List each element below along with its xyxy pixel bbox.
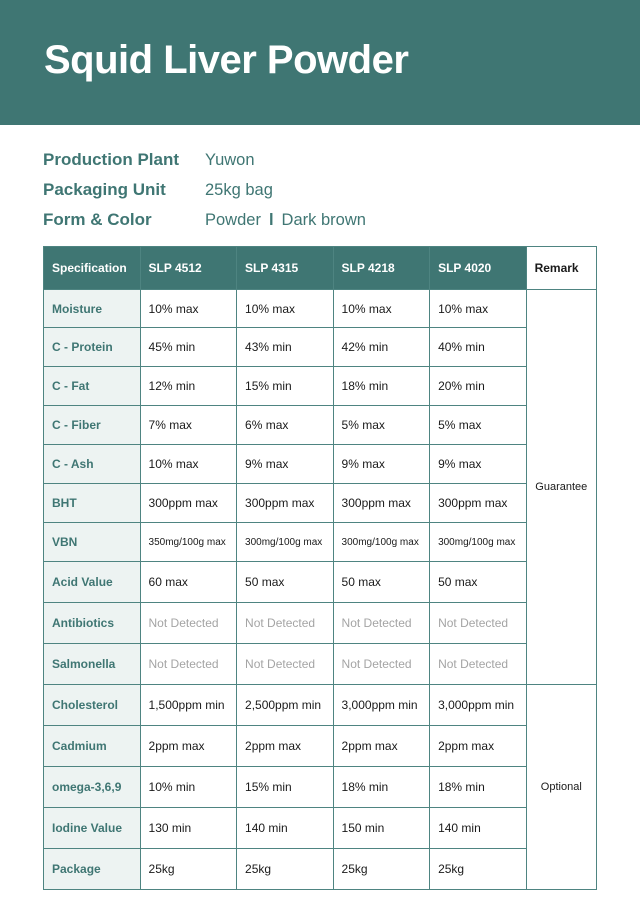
table-cell: 300ppm max <box>237 484 334 523</box>
table-cell: 18% min <box>430 767 527 808</box>
page-header <box>0 0 640 125</box>
table-header-row <box>44 247 597 290</box>
table-row <box>44 726 597 767</box>
table-cell: 15% min <box>237 767 334 808</box>
table-cell: 350mg/100g max <box>140 523 237 562</box>
table-row <box>44 406 597 445</box>
table-row <box>44 367 597 406</box>
table-cell: 18% min <box>333 367 430 406</box>
specification-table <box>43 246 597 890</box>
row-header: Cholesterol <box>44 685 141 726</box>
info-label: Packaging Unit <box>43 180 166 199</box>
table-cell: 15% min <box>237 367 334 406</box>
table-cell: 3,000ppm min <box>333 685 430 726</box>
table-cell: Not Detected <box>430 603 527 644</box>
table-row <box>44 484 597 523</box>
row-header: BHT <box>44 484 141 523</box>
table-cell: 300mg/100g max <box>237 523 334 562</box>
table-cell: 2ppm max <box>237 726 334 767</box>
table-cell: 130 min <box>140 808 237 849</box>
table-cell: 3,000ppm min <box>430 685 527 726</box>
table-row <box>44 562 597 603</box>
table-cell: 25kg <box>333 849 430 890</box>
table-row <box>44 603 597 644</box>
table-cell: 10% max <box>140 290 237 328</box>
table-cell: 10% min <box>140 767 237 808</box>
table-cell: Not Detected <box>140 644 237 685</box>
table-cell: 5% max <box>430 406 527 445</box>
column-header: Specification <box>44 247 141 290</box>
row-header: C - Fat <box>44 367 141 406</box>
table-cell: 45% min <box>140 328 237 367</box>
table-cell: 300mg/100g max <box>430 523 527 562</box>
table-cell: 12% min <box>140 367 237 406</box>
table-cell: 50 max <box>333 562 430 603</box>
column-header: SLP 4512 <box>140 247 237 290</box>
table-row <box>44 808 597 849</box>
table-body <box>44 290 597 890</box>
table-cell: 9% max <box>333 445 430 484</box>
row-header: C - Protein <box>44 328 141 367</box>
table-cell: 140 min <box>430 808 527 849</box>
table-cell: 42% min <box>333 328 430 367</box>
table-cell: Not Detected <box>237 644 334 685</box>
table-cell: 140 min <box>237 808 334 849</box>
table-cell: Not Detected <box>237 603 334 644</box>
column-header: SLP 4218 <box>333 247 430 290</box>
row-header: Iodine Value <box>44 808 141 849</box>
table-cell: Not Detected <box>333 603 430 644</box>
table-cell: 300ppm max <box>430 484 527 523</box>
table-row <box>44 523 597 562</box>
table-cell: 50 max <box>237 562 334 603</box>
column-header: SLP 4315 <box>237 247 334 290</box>
table-row <box>44 685 597 726</box>
table-cell: 40% min <box>430 328 527 367</box>
table-cell: 25kg <box>237 849 334 890</box>
table-cell: 10% max <box>430 290 527 328</box>
separator: l <box>268 210 274 229</box>
remark-guarantee: Guarantee <box>526 290 596 685</box>
row-header: Antibiotics <box>44 603 141 644</box>
table-cell: 10% max <box>237 290 334 328</box>
table-cell: 25kg <box>140 849 237 890</box>
remark-optional: Optional <box>526 685 596 890</box>
table-cell: Not Detected <box>140 603 237 644</box>
table-row <box>44 767 597 808</box>
table-cell: 60 max <box>140 562 237 603</box>
info-value: 25kg bag <box>205 180 273 199</box>
table-cell: 20% min <box>430 367 527 406</box>
row-header: Package <box>44 849 141 890</box>
page-title: Squid Liver Powder <box>44 38 409 82</box>
table-row <box>44 445 597 484</box>
table-cell: 300ppm max <box>333 484 430 523</box>
info-value <box>205 211 366 230</box>
info-label: Form & Color <box>43 210 152 229</box>
table-cell: 2ppm max <box>140 726 237 767</box>
row-header: Acid Value <box>44 562 141 603</box>
table-row <box>44 290 597 328</box>
table-cell: Not Detected <box>430 644 527 685</box>
row-header: Cadmium <box>44 726 141 767</box>
table-cell: 7% max <box>140 406 237 445</box>
table-cell: 10% max <box>140 445 237 484</box>
row-header: C - Fiber <box>44 406 141 445</box>
table-row <box>44 849 597 890</box>
table-cell: 300mg/100g max <box>333 523 430 562</box>
info-row-packaging-unit <box>43 175 366 205</box>
table-cell: 300ppm max <box>140 484 237 523</box>
table-cell: 9% max <box>237 445 334 484</box>
table-cell: 2,500ppm min <box>237 685 334 726</box>
color-value: Dark brown <box>281 210 366 229</box>
table-cell: 1,500ppm min <box>140 685 237 726</box>
table-cell: 43% min <box>237 328 334 367</box>
table-cell: 2ppm max <box>430 726 527 767</box>
table-cell: Not Detected <box>333 644 430 685</box>
table-row <box>44 644 597 685</box>
table-cell: 9% max <box>430 445 527 484</box>
table-cell: 6% max <box>237 406 334 445</box>
info-row-form-color <box>43 205 366 235</box>
column-header-remark: Remark <box>526 247 596 290</box>
row-header: VBN <box>44 523 141 562</box>
info-value: Yuwon <box>205 150 255 169</box>
row-header: C - Ash <box>44 445 141 484</box>
table-cell: 5% max <box>333 406 430 445</box>
table-cell: 10% max <box>333 290 430 328</box>
table-row <box>44 328 597 367</box>
info-label: Production Plant <box>43 150 179 169</box>
product-info <box>43 145 366 235</box>
table-cell: 50 max <box>430 562 527 603</box>
row-header: Moisture <box>44 290 141 328</box>
info-row-production-plant <box>43 145 366 175</box>
table-cell: 18% min <box>333 767 430 808</box>
form-value: Powder <box>205 210 261 229</box>
table-cell: 150 min <box>333 808 430 849</box>
column-header: SLP 4020 <box>430 247 527 290</box>
table-cell: 2ppm max <box>333 726 430 767</box>
row-header: omega-3,6,9 <box>44 767 141 808</box>
row-header: Salmonella <box>44 644 141 685</box>
table-cell: 25kg <box>430 849 527 890</box>
